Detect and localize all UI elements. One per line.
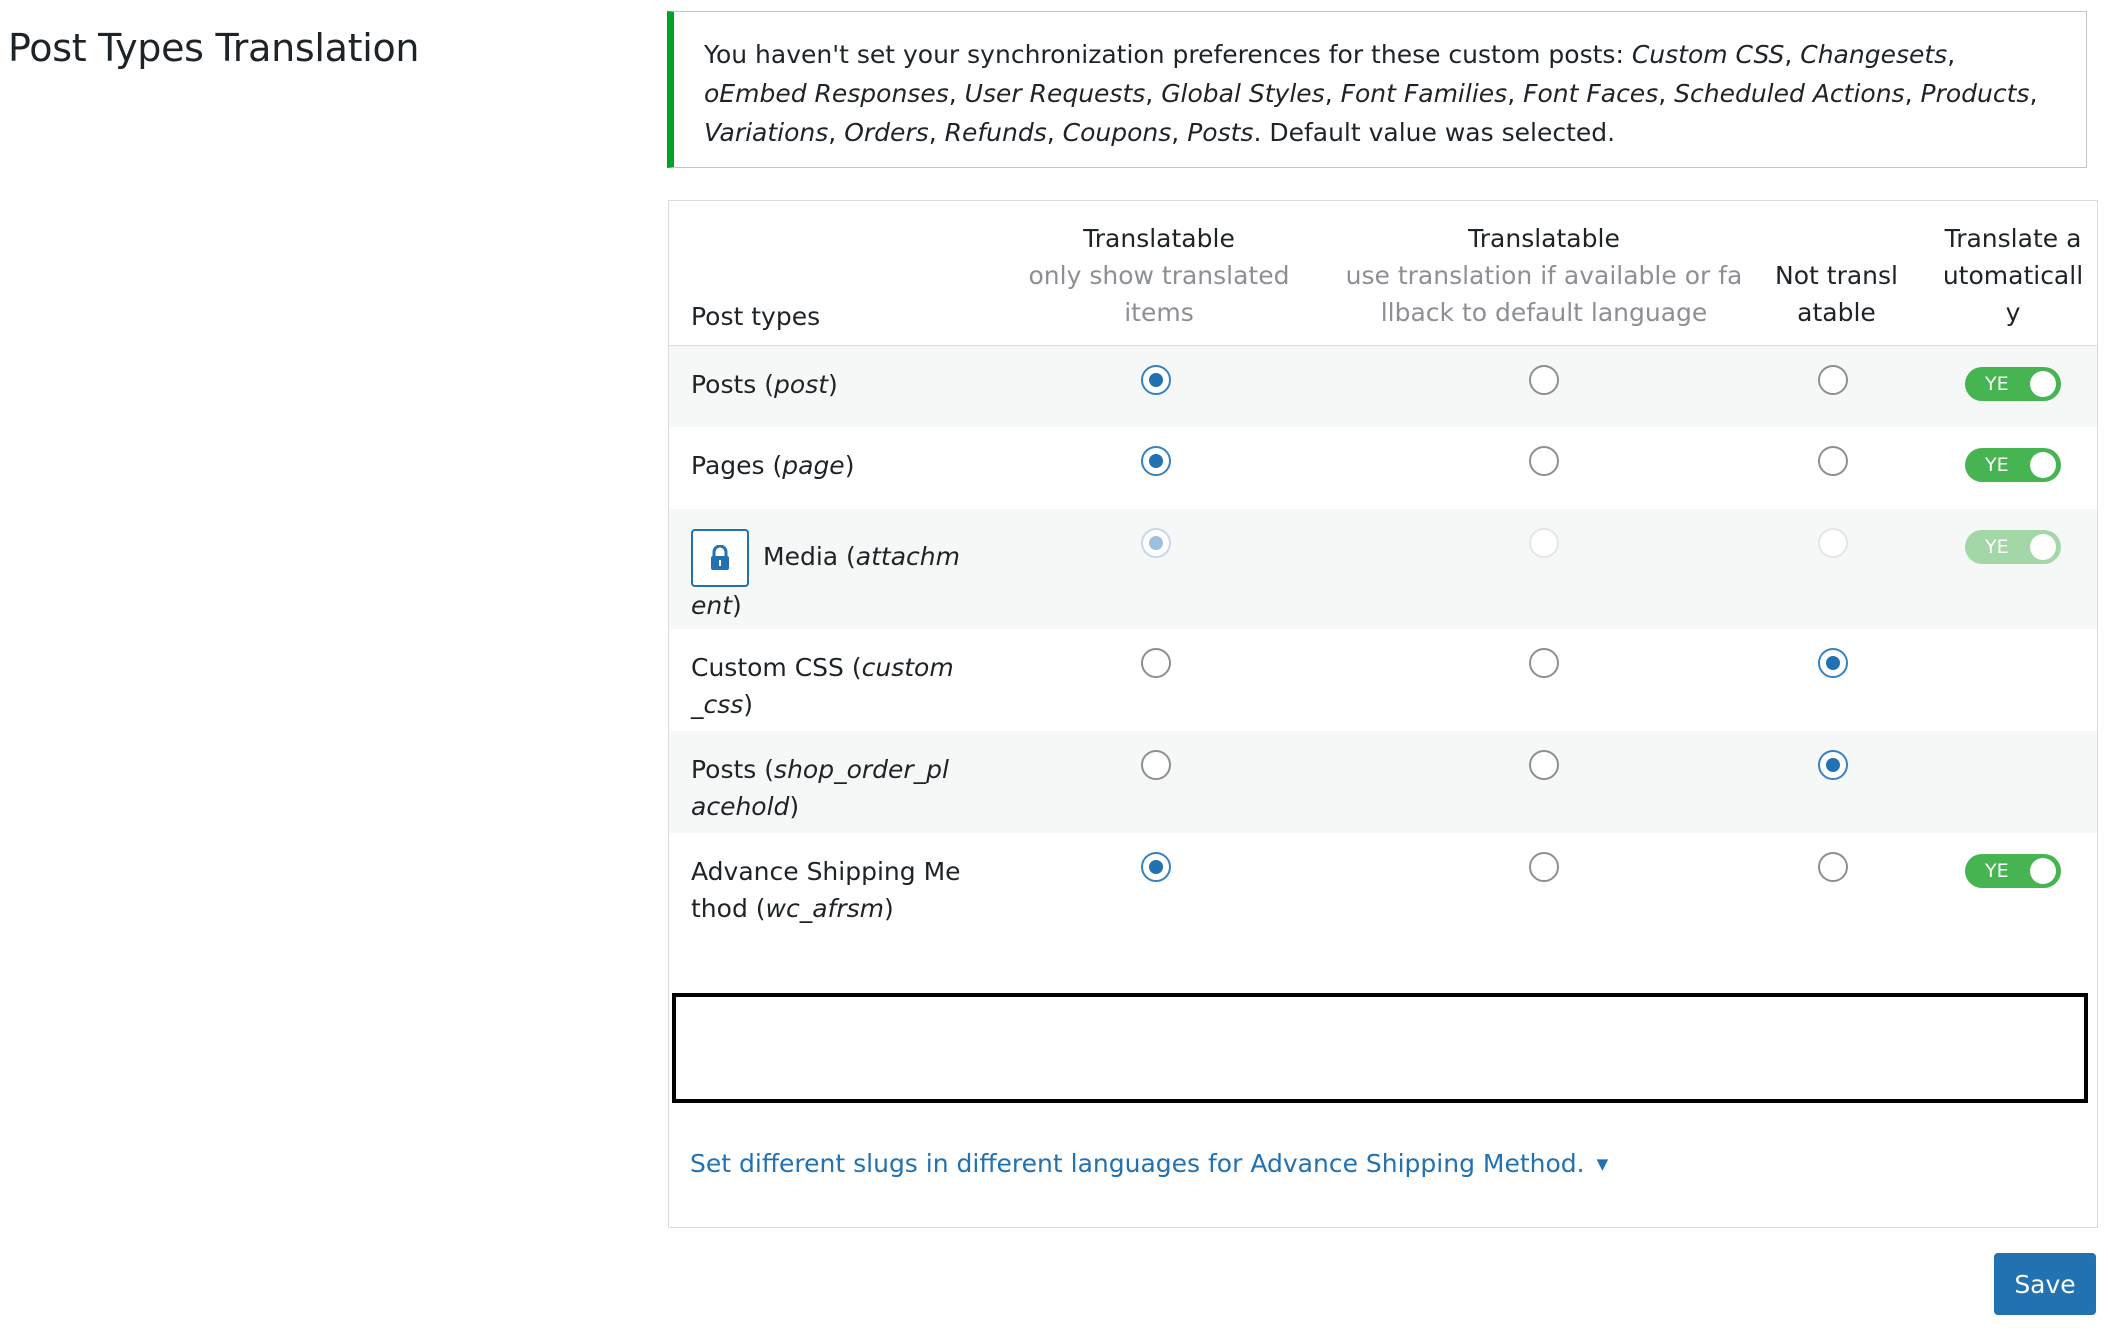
radio-translatable-fallback bbox=[1529, 528, 1559, 558]
header-translate-automatically: Translate automatically bbox=[1942, 223, 2084, 327]
notice-post-type: Font Families bbox=[1340, 79, 1508, 108]
radio-translatable-fallback[interactable] bbox=[1529, 446, 1559, 476]
option-cell bbox=[974, 629, 1344, 731]
header-translatable-fallback-title: Translatable bbox=[1468, 223, 1620, 253]
post-type-label: Posts (post) bbox=[691, 369, 838, 399]
notice-post-type: Global Styles bbox=[1161, 79, 1325, 108]
toggle-cell bbox=[1929, 509, 2097, 629]
post-type-slug: post bbox=[774, 369, 829, 399]
header-translatable-fallback-sub: use translation if available or fallback to default language bbox=[1345, 260, 1743, 327]
post-types-table bbox=[669, 201, 2097, 951]
radio-not-translatable[interactable] bbox=[1818, 446, 1848, 476]
option-cell bbox=[1344, 427, 1744, 509]
toggle-cell bbox=[1929, 629, 2097, 731]
notice-post-type: Font Faces bbox=[1523, 79, 1659, 108]
notice-post-type: oEmbed Responses bbox=[704, 79, 949, 108]
notice-post-type: Scheduled Actions bbox=[1674, 79, 1905, 108]
table-row bbox=[669, 833, 2097, 951]
toggle-cell bbox=[1929, 345, 2097, 427]
notice-post-type: Custom CSS bbox=[1631, 40, 1785, 69]
header-translatable-only bbox=[974, 201, 1344, 345]
radio-translatable-fallback[interactable] bbox=[1529, 750, 1559, 780]
radio-not-translatable[interactable] bbox=[1818, 750, 1848, 780]
radio-translatable-only[interactable] bbox=[1141, 648, 1171, 678]
notice-post-type: Posts bbox=[1187, 118, 1254, 147]
toggle-knob bbox=[2030, 858, 2056, 884]
post-type-name bbox=[669, 345, 974, 427]
radio-translatable-only[interactable] bbox=[1141, 852, 1171, 882]
post-type-slug: custom_css bbox=[691, 653, 954, 719]
post-type-label: Advance Shipping Method (wc_afrsm) bbox=[691, 857, 961, 923]
radio-not-translatable[interactable] bbox=[1818, 852, 1848, 882]
translate-automatically-toggle[interactable] bbox=[1965, 367, 2061, 401]
toggle-cell bbox=[1929, 731, 2097, 833]
sync-notice bbox=[667, 11, 2087, 168]
post-type-slug: wc_afrsm bbox=[765, 894, 884, 923]
table-row bbox=[669, 427, 2097, 509]
post-type-slug: shop_order_placehold bbox=[691, 755, 949, 821]
header-translatable-fallback bbox=[1344, 201, 1744, 345]
table-row bbox=[669, 731, 2097, 833]
post-type-name bbox=[669, 629, 974, 731]
toggle-label: YE bbox=[1985, 536, 2009, 558]
toggle-label: YE bbox=[1985, 454, 2009, 476]
notice-post-type: Variations bbox=[704, 118, 829, 147]
header-post-types: Post types bbox=[691, 301, 821, 331]
radio-translatable-only[interactable] bbox=[1141, 750, 1171, 780]
toggle-knob bbox=[2030, 534, 2056, 560]
option-cell bbox=[974, 427, 1344, 509]
option-cell bbox=[974, 731, 1344, 833]
post-type-label: Custom CSS (custom_css) bbox=[691, 653, 954, 719]
table-row bbox=[669, 509, 2097, 629]
option-cell bbox=[1744, 509, 1929, 629]
option-cell bbox=[974, 345, 1344, 427]
notice-text: You haven't set your synchronization preferences for these custom posts: Custom CSS, Changesets, oEmbed Responses, User Requests, Global Styles, Font Families, Font Faces, Scheduled Actions, Products, Variations, Orders, Refunds, Coupons, Posts. Default value was selected. bbox=[704, 40, 2038, 147]
option-cell bbox=[1344, 345, 1744, 427]
post-type-label: Media (attachment) bbox=[691, 542, 960, 620]
radio-translatable-only[interactable] bbox=[1141, 446, 1171, 476]
post-types-panel bbox=[668, 200, 2098, 1228]
post-type-slug: attachment bbox=[691, 542, 960, 620]
post-type-label: Pages (page) bbox=[691, 451, 855, 480]
table-header-row bbox=[669, 201, 2097, 345]
option-cell bbox=[1744, 345, 1929, 427]
page-title: Post Types Translation bbox=[8, 26, 420, 70]
option-cell bbox=[1344, 509, 1744, 629]
radio-translatable-fallback[interactable] bbox=[1529, 648, 1559, 678]
header-translatable-only-sub: only show translated items bbox=[1028, 260, 1290, 327]
slug-settings-link[interactable] bbox=[690, 1149, 1608, 1178]
post-type-name bbox=[669, 509, 974, 629]
notice-post-type: Products bbox=[1920, 79, 2030, 108]
post-type-name bbox=[669, 427, 974, 509]
notice-post-type: Coupons bbox=[1062, 118, 1172, 147]
toggle-cell bbox=[1929, 427, 2097, 509]
notice-post-type: Orders bbox=[844, 118, 929, 147]
notice-post-type: Changesets bbox=[1800, 40, 1948, 69]
post-type-slug: page bbox=[782, 451, 845, 480]
toggle-cell bbox=[1929, 833, 2097, 951]
post-type-name bbox=[669, 833, 974, 951]
header-not-translatable: Not translatable bbox=[1775, 260, 1898, 327]
caret-down-icon: ▼ bbox=[1596, 1155, 1609, 1173]
header-translatable-only-title: Translatable bbox=[1083, 223, 1235, 253]
slug-settings-link-label: Set different slugs in different languages for Advance Shipping Method. bbox=[690, 1149, 1585, 1178]
option-cell bbox=[1344, 629, 1744, 731]
option-cell bbox=[1344, 731, 1744, 833]
post-type-label: Posts (shop_order_placehold) bbox=[691, 755, 949, 821]
radio-translatable-only[interactable] bbox=[1141, 365, 1171, 395]
toggle-knob bbox=[2030, 452, 2056, 478]
radio-not-translatable bbox=[1818, 528, 1848, 558]
radio-not-translatable[interactable] bbox=[1818, 648, 1848, 678]
table-row bbox=[669, 629, 2097, 731]
post-type-name bbox=[669, 731, 974, 833]
toggle-label: YE bbox=[1985, 372, 2009, 395]
radio-translatable-only bbox=[1141, 528, 1171, 558]
radio-translatable-fallback[interactable] bbox=[1529, 852, 1559, 882]
toggle-knob bbox=[2030, 371, 2056, 397]
post-types-rows bbox=[669, 345, 2097, 951]
notice-post-type: User Requests bbox=[964, 79, 1146, 108]
table-row bbox=[669, 345, 2097, 427]
lock-icon bbox=[710, 545, 730, 571]
option-cell bbox=[1744, 833, 1929, 951]
toggle-label: YE bbox=[1985, 860, 2009, 882]
radio-translatable-fallback[interactable] bbox=[1529, 365, 1559, 395]
option-cell bbox=[1744, 629, 1929, 731]
translate-automatically-toggle[interactable] bbox=[1965, 448, 2061, 482]
option-cell bbox=[1744, 731, 1929, 833]
lock-button[interactable] bbox=[691, 529, 749, 587]
translate-automatically-toggle bbox=[1965, 530, 2061, 564]
save-button[interactable]: Save bbox=[1994, 1253, 2096, 1315]
option-cell bbox=[974, 509, 1344, 629]
translate-automatically-toggle[interactable] bbox=[1965, 854, 2061, 888]
notice-post-type: Refunds bbox=[944, 118, 1047, 147]
option-cell bbox=[974, 833, 1344, 951]
option-cell bbox=[1344, 833, 1744, 951]
radio-not-translatable[interactable] bbox=[1818, 365, 1848, 395]
option-cell bbox=[1744, 427, 1929, 509]
